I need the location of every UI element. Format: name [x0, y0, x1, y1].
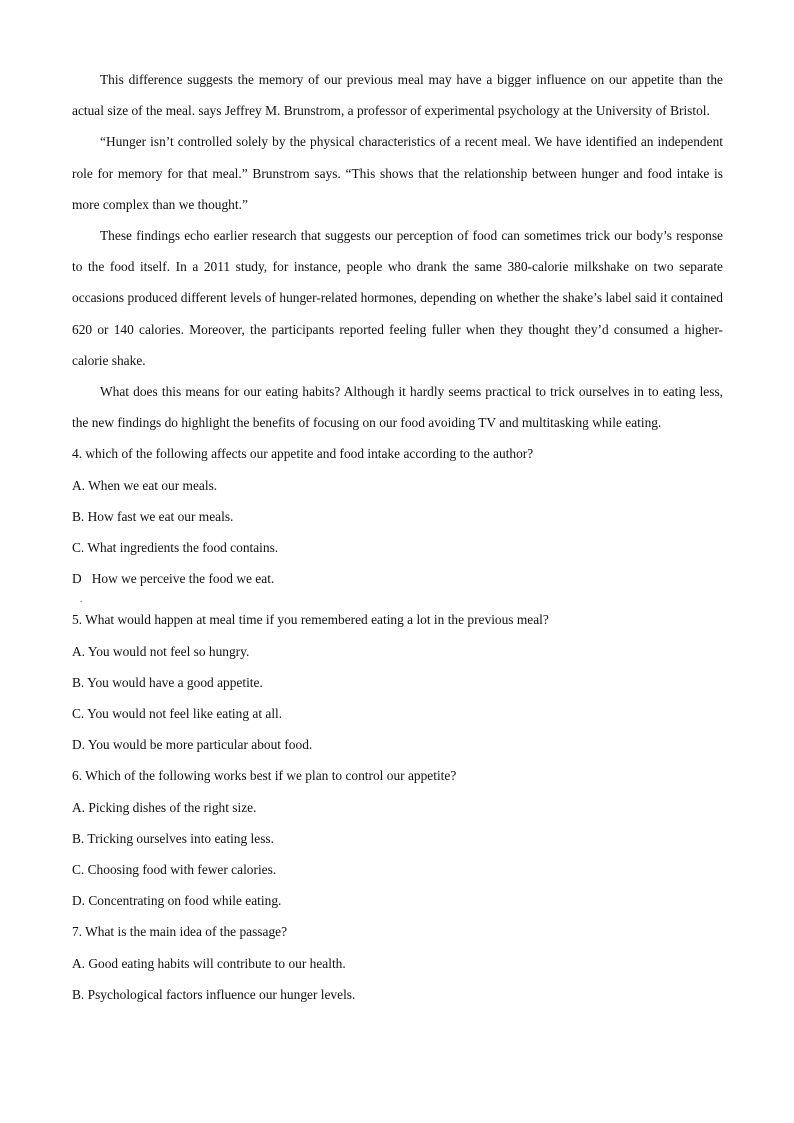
passage-paragraph: This difference suggests the memory of our previous meal may have a bigger influence on our appetite than the actual size of the meal. says Jeffrey M. Brunstrom, a professor of experimental psychology at the University of Bristol.: [72, 72, 723, 119]
answer-option: B. You would have a good appetite.: [72, 674, 263, 690]
answer-option: D How we perceive the food we eat.: [72, 571, 275, 587]
question-text: 7. What is the main idea of the passage?: [72, 924, 288, 940]
question-6: [72, 760, 723, 916]
answer-option: A. Good eating habits will contribute to our health.: [72, 955, 346, 971]
answer-option: C. What ingredients the food contains.: [72, 540, 279, 556]
answer-option: B. How fast we eat our meals.: [72, 508, 234, 524]
question-text: 5. What would happen at meal time if you remembered eating a lot in the previous meal?: [72, 612, 549, 628]
answer-option: A. Picking dishes of the right size.: [72, 799, 257, 815]
answer-option: D. Concentrating on food while eating.: [72, 893, 282, 909]
answer-option: B. Psychological factors influence our hunger levels.: [72, 986, 356, 1002]
document-page: [72, 64, 723, 1010]
question-text: 4. which of the following affects our appetite and food intake according to the author?: [72, 446, 534, 462]
passage-paragraph: These findings echo earlier research that suggests our perception of food can sometimes trick our body’s response to the food itself. In a 2011 study, for instance, people who drank the same 380-calorie milkshake on two separate occasions produced different levels of hunger-related hormones, depending on whether the shake’s label said it contained 620 or 140 calories. Moreover, the participants reported feeling fuller when they thought they’d consumed a higher-calorie shake.: [72, 228, 723, 368]
question-text: 6. Which of the following works best if we plan to control our appetite?: [72, 768, 457, 784]
answer-option: B. Tricking ourselves into eating less.: [72, 830, 274, 846]
passage-paragraph: What does this means for our eating habits? Although it hardly seems practical to trick ourselves in to eating less, the new findings do highlight the benefits of focusing on our food avoiding TV and multitasking while eating.: [72, 384, 723, 431]
answer-option: C. You would not feel like eating at all.: [72, 706, 283, 722]
question-7: [72, 916, 723, 1010]
answer-option: C. Choosing food with fewer calories.: [72, 862, 277, 878]
trailing-mark: .: [80, 594, 83, 605]
passage-paragraph: “Hunger isn’t controlled solely by the physical characteristics of a recent meal. We have identified an independent role for memory for that meal.” Brunstrom says. “This shows that the relationship between hunger and food intake is more complex than we thought.”: [72, 134, 723, 212]
question-5: [72, 604, 723, 760]
answer-option: A. You would not feel so hungry.: [72, 643, 250, 659]
answer-option: D. You would be more particular about food.: [72, 737, 313, 753]
answer-option: A. When we eat our meals.: [72, 477, 218, 493]
question-4: [72, 438, 723, 604]
